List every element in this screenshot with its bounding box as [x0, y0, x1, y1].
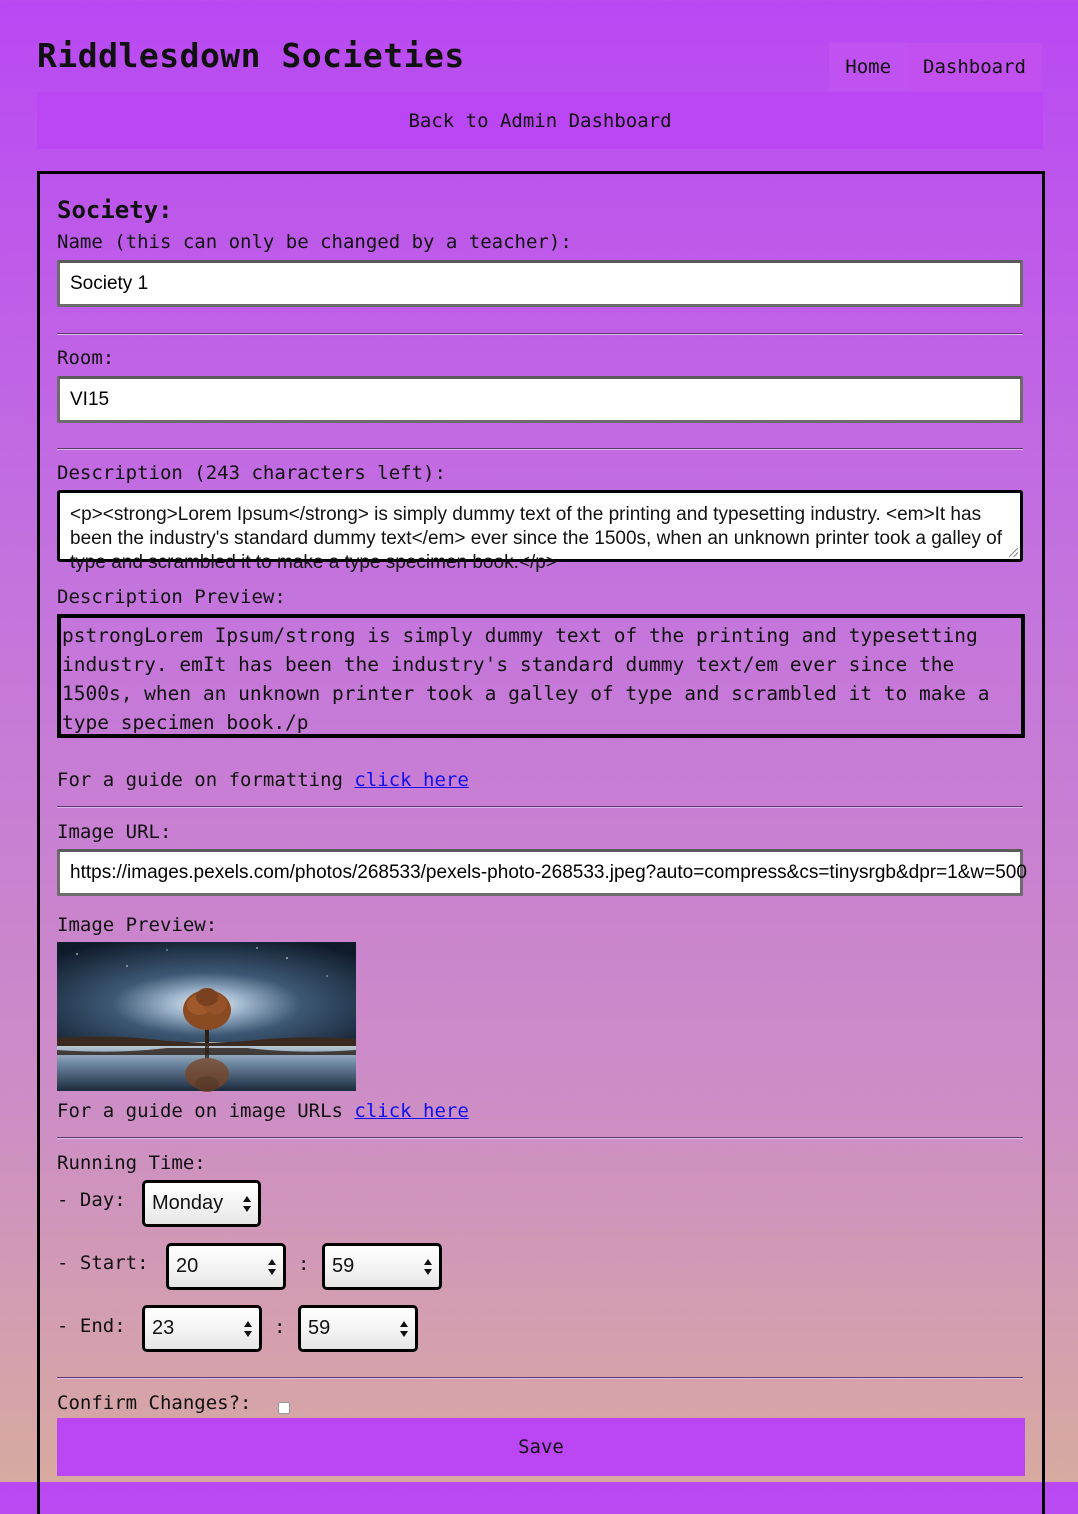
image-preview: [57, 942, 356, 1091]
format-guide-link[interactable]: click here: [354, 769, 469, 791]
format-guide-text: [57, 769, 469, 791]
format-guide-label: For a guide on formatting: [57, 769, 355, 791]
end-minute-select[interactable]: [298, 1305, 418, 1352]
main-nav: [829, 43, 1042, 91]
description-label: Description (243 characters left):: [57, 462, 446, 484]
start-minute-select[interactable]: [322, 1243, 442, 1290]
day-select-value: Monday: [152, 1192, 224, 1214]
room-label: Room:: [57, 347, 115, 369]
nav-dashboard[interactable]: Dashboard: [907, 43, 1042, 91]
name-label: Name (this can only be changed by a teacher):: [57, 231, 572, 253]
end-label: - End:: [57, 1315, 126, 1337]
start-label: - Start:: [57, 1252, 149, 1274]
back-to-admin-dashboard-button[interactable]: Back to Admin Dashboard: [37, 92, 1043, 149]
description-preview: pstrongLorem Ipsum/strong is simply dummy text of the printing and typesetting industry. emIt has been the industry's standard dummy text/em ever since the 1500s, when an unknown printer took a galley of type and scrambled it to make a type specimen book./p: [57, 614, 1025, 738]
tree-reflection-image: [57, 942, 356, 1091]
confirm-changes-label: Confirm Changes?:: [57, 1392, 252, 1414]
description-textarea[interactable]: [57, 490, 1023, 573]
time-separator: :: [274, 1316, 286, 1338]
nav-home[interactable]: Home: [829, 43, 907, 91]
divider: [57, 333, 1023, 335]
end-minute-value: 59: [308, 1317, 331, 1339]
start-hour-value: 20: [176, 1255, 199, 1277]
select-arrows-icon: [399, 1319, 409, 1339]
section-heading: Society:: [57, 196, 173, 224]
image-guide-text: [57, 1100, 469, 1122]
select-arrows-icon: [267, 1257, 277, 1277]
confirm-changes-checkbox[interactable]: [278, 1402, 290, 1414]
divider: [57, 448, 1023, 450]
name-field[interactable]: Society 1: [57, 260, 1023, 307]
resize-handle-icon[interactable]: [1009, 548, 1018, 557]
image-url-label: Image URL:: [57, 821, 172, 843]
running-time-label: Running Time:: [57, 1152, 206, 1174]
start-hour-select[interactable]: [166, 1243, 286, 1290]
image-preview-label: Image Preview:: [57, 914, 218, 936]
divider: [57, 806, 1023, 808]
room-field[interactable]: VI15: [57, 376, 1023, 423]
select-arrows-icon: [423, 1257, 433, 1277]
day-select[interactable]: [142, 1180, 261, 1227]
select-arrows-icon: [243, 1319, 253, 1339]
end-hour-select[interactable]: [142, 1305, 262, 1352]
end-hour-value: 23: [152, 1317, 175, 1339]
site-title: Riddlesdown Societies: [37, 36, 465, 75]
save-button[interactable]: Save: [57, 1418, 1025, 1476]
divider: [57, 1377, 1023, 1379]
image-url-field[interactable]: https://images.pexels.com/photos/268533/pexels-photo-268533.jpeg?auto=compress&cs=tinysrgb&dpr=1&w=500: [57, 849, 1023, 896]
select-arrows-icon: [242, 1194, 252, 1214]
society-form-panel: [37, 171, 1045, 1514]
image-guide-label: For a guide on image URLs: [57, 1100, 355, 1122]
time-separator: :: [298, 1253, 310, 1275]
divider: [57, 1137, 1023, 1139]
day-label: - Day:: [57, 1189, 126, 1211]
description-text: <p><strong>Lorem Ipsum</strong> is simply dummy text of the printing and typesetting industry. <em>It has been the industry's standard dummy text</em> ever since the 1500s, when an unknown printer took a galley of type and scrambled it to make a type specimen book.</p>: [70, 504, 1003, 573]
start-minute-value: 59: [332, 1255, 355, 1277]
description-preview-label: Description Preview:: [57, 586, 286, 608]
image-guide-link[interactable]: click here: [354, 1100, 469, 1122]
